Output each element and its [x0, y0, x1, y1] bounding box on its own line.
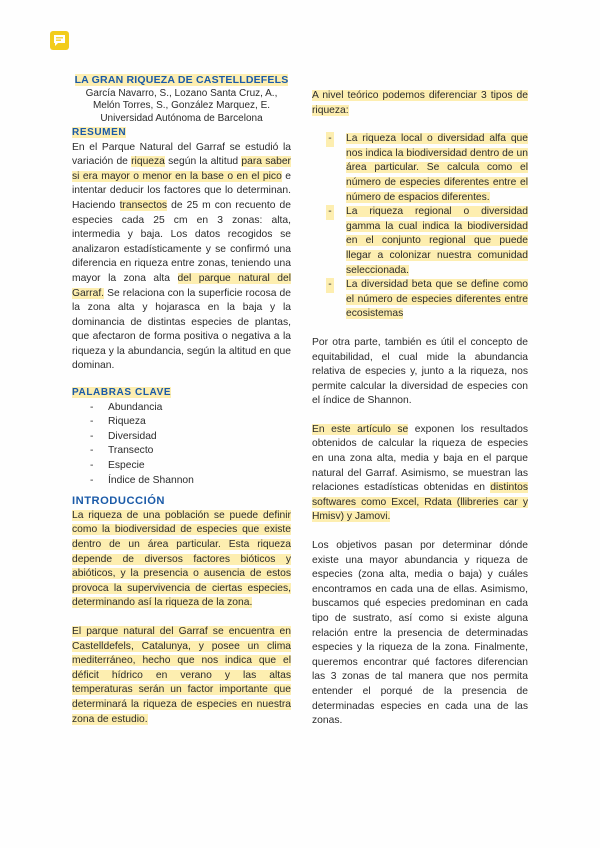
- right-column: [312, 89, 528, 729]
- keyword-item: - Transecto: [72, 444, 291, 459]
- keyword-item: - Especie: [72, 459, 291, 474]
- resumen-heading: RESUMEN: [72, 126, 127, 138]
- keyword-item: - Abundancia: [72, 401, 291, 416]
- keywords-list: [72, 401, 291, 489]
- keyword-item: - Diversidad: [72, 430, 291, 445]
- left-column: [72, 73, 291, 727]
- equitabilidad-paragraph: Por otra parte, también es útil el concepto de equitabilidad, el cual mide la abundancia relativa de especies y, junto a la riqueza, nos permite calcular la diversidad de especies con el índice de Shannon.: [312, 336, 528, 407]
- intro-paragraph-2: El parque natural del Garraf se encuentra en Castelldefels, Catalunya, y posee un clima mediterráneo, hecho que nos indica que el déficit hídrico en verano y las altas temperaturas serán un factor importante que determinará la riqueza de especies en nuestra zona de estudio.: [72, 625, 291, 725]
- tipo-item: - La riqueza regional o diversidad gamma la cual indica la biodiversidad en el conjunto regional que puede llegar a colonizar nuestra comunidad seleccionada.: [312, 205, 528, 278]
- intro-paragraph-1: La riqueza de una población se puede definir como la biodiversidad de especies que existe dentro de un área particular. Esta riqueza depende de diversos factores bióticos y abióticos, y la presencia o ausencia de estos provoca la supervivencia de ciertas especies, determinando así la riqueza de la zona.: [72, 509, 291, 609]
- resumen-paragraph: En el Parque Natural del Garraf se estudió la variación de riqueza según la altitud para saber si era mayor o menor en la base o en el pico e intentar deducir los factores que lo determinan. Haciendo transectos de 25 m con recuento de especies cada 25 cm en 3 zonas: alta, intermedia y baja. Los datos recogidos se analizaron estadísticamente y se confirmó una diferencia en riqueza entre zonas, teniendo una mayor la zona alta del parque natural del Garraf. Se relaciona con la superficie rocosa de la zona alta y hojarasca en la baja y la dominancia de distintas especies de plantas, que afectaron de forma positiva o negativa a la riqueza y la abundancia, según la altitud en que dominan.: [72, 141, 291, 372]
- comment-icon[interactable]: [50, 31, 69, 50]
- keywords-heading: PALABRAS CLAVE: [72, 387, 172, 399]
- articulo-paragraph: En este artículo se exponen los resultados obtenidos de calcular la riqueza de especies en una zona alta, media y baja en el parque natural del Garraf. Asimismo, se muestran las relaciones estadísticas obtenidas en distintos softwares como Excel, Rdata (llibreries car y Hmisv) y Jamovi.: [312, 423, 529, 523]
- tipo-item: - La riqueza local o diversidad alfa que nos indica la biodiversidad dentro de un área particular. Se calcula como el número de especies diferentes entre el número de espacios diferentes.: [312, 132, 528, 205]
- authors: García Navarro, S., Lozano Santa Cruz, A., Melón Torres, S., González Marquez, E. Universidad Autónoma de Barcelona: [85, 87, 278, 125]
- keyword-item: - Índice de Shannon: [72, 474, 291, 489]
- objetivos-paragraph: Los objetivos pasan por determinar dónde existe una mayor abundancia y riqueza de especies (zona alta, media o baja) y cuáles encontramos en cada una de ellas. Asimismo, buscamos qué especies predominan en cada tipo de sustrato, así como si existe alguna relación entre la presencia de determinadas especies y la riqueza de la zona. Finalmente, queremos encontrar qué factores diferencian las 3 zonas de tal manera que nos permita entender el porqué de la presencia de determinadas especies en cada una de las zonas.: [312, 540, 528, 727]
- tipos-list: [312, 132, 528, 322]
- intro-heading: INTRODUCCIÓN: [72, 495, 166, 508]
- article-title: LA GRAN RIQUEZA DE CASTELLDEFELS: [74, 74, 289, 86]
- tipos-intro: A nivel teórico podemos diferenciar 3 tipos de riqueza:: [312, 90, 528, 116]
- keyword-item: - Riqueza: [72, 415, 291, 430]
- tipo-item: - La diversidad beta que se define como el número de especies diferentes entre ecosistemas: [312, 278, 528, 322]
